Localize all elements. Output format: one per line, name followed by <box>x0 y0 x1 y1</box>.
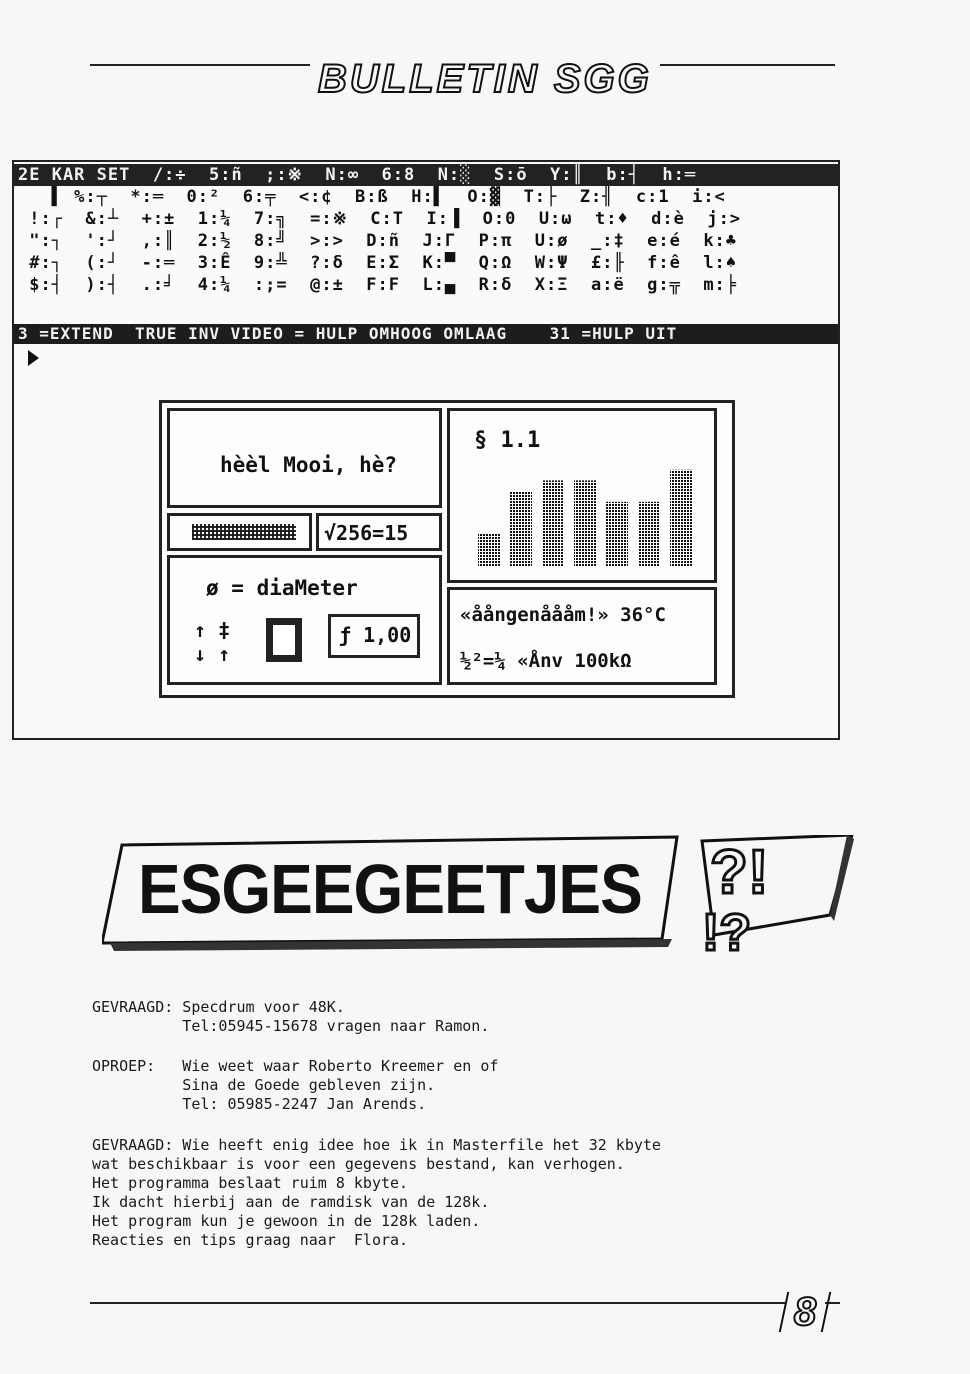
diameter-cell <box>167 555 442 685</box>
charset-row: ▌ %:┬ *:═ 0:² 6:╤ <:¢ B:ß H:▌ O:▓ T:├ Z:╢ c:1 i:< <box>18 187 726 207</box>
hello-cell <box>167 408 442 508</box>
cursor-arrow-icon <box>28 350 39 366</box>
screen-capture <box>12 160 840 740</box>
charset-row: ":┐ ':┘ ,:║ 2:½ 8:╝ >:> D:ñ J:Γ P:π U:ø _:‡ e:é k:♣ <box>18 231 738 251</box>
charset-row: #:┐ (:┘ -:═ 3:Ê 9:╩ ?:δ E:Σ K:▀ Q:Ω W:Ψ £:╟ f:ê l:♠ <box>18 253 738 273</box>
chart-bar <box>574 480 596 566</box>
ad-call-search: OPROEP: Wie weet waar Roberto Kreemer en of Sina de Goede gebleven zijn. Tel: 05985-2247 Jan Arends. <box>92 1057 499 1113</box>
temperature-cell <box>447 587 717 685</box>
chart-bar <box>638 502 660 566</box>
chart-bar <box>478 534 500 566</box>
chart-bar <box>510 491 532 566</box>
demo-frame <box>159 400 735 698</box>
hello-text: hèèl Mooi, hè? <box>220 453 398 477</box>
arrows-icon: ↑ ‡ ↓ ↑ <box>194 618 231 666</box>
sqrt-cell <box>316 513 442 551</box>
pattern-cell <box>167 513 312 551</box>
charset-row: $:┤ ):┤ .:╛ 4:¼ :;= @:± F:F L:▄ R:δ X:Ξ a:ë g:╦ m:╞ <box>18 275 738 295</box>
page-number: 8 <box>785 1290 825 1334</box>
chart-bar <box>670 470 692 566</box>
marks-top: ?! <box>710 838 769 907</box>
charset-table <box>14 164 838 324</box>
charset-row: 2E KAR SET /:÷ 5:ñ ;:※ N:∞ 6:8 N:░ S:ō Y:║ b:┤ h:═ <box>14 164 838 186</box>
square-icon <box>266 618 302 662</box>
dither-pattern <box>192 524 296 540</box>
sqrt-text: √256=15 <box>324 521 409 545</box>
status-bar: 3 =EXTEND TRUE INV VIDEO = HULP OMHOOG OMLAAG 31 =HULP UIT <box>14 324 838 344</box>
charset-row: !:┌ &:┴ +:± 1:¼ 7:╗ =:※ C:T I:▐ O:0 U:ω t:♦ d:è j:> <box>18 209 742 229</box>
bar-chart <box>450 411 714 580</box>
marks-bottom: !? <box>702 904 752 955</box>
footer-rule <box>90 1302 840 1304</box>
chart-bar <box>606 502 628 566</box>
diameter-text: ø = diaMeter <box>206 576 358 600</box>
formula-text: ½²=¼ «Ånv 100kΩ <box>460 650 632 672</box>
price-text: ƒ 1,00 <box>339 623 412 647</box>
chart-cell <box>447 408 717 583</box>
price-box <box>328 614 420 658</box>
section-title: ESGEEGEETJES <box>138 850 642 928</box>
ad-wanted-specdrum: GEVRAAGD: Specdrum voor 48K. Tel:05945-15678 vragen naar Ramon. <box>92 998 490 1035</box>
temperature-text: «åångenåååm!» 36°C <box>460 604 666 626</box>
chart-title: § 1.1 <box>474 428 541 453</box>
chart-bar <box>542 480 564 566</box>
masthead-logo: BULLETIN SGG <box>310 55 660 103</box>
ad-wanted-masterfile: GEVRAAGD: Wie heeft enig idee hoe ik in Masterfile het 32 kbyte wat beschikbaar is voor een gegevens bestand, kan verhogen. Het programma beslaat ruim 8 kbyte. Ik dacht hierbij aan de ramdisk van de 128k. Het program kun je gewoon in de 128k laden. Reacties en tips graag naar Flora. <box>92 1136 661 1249</box>
